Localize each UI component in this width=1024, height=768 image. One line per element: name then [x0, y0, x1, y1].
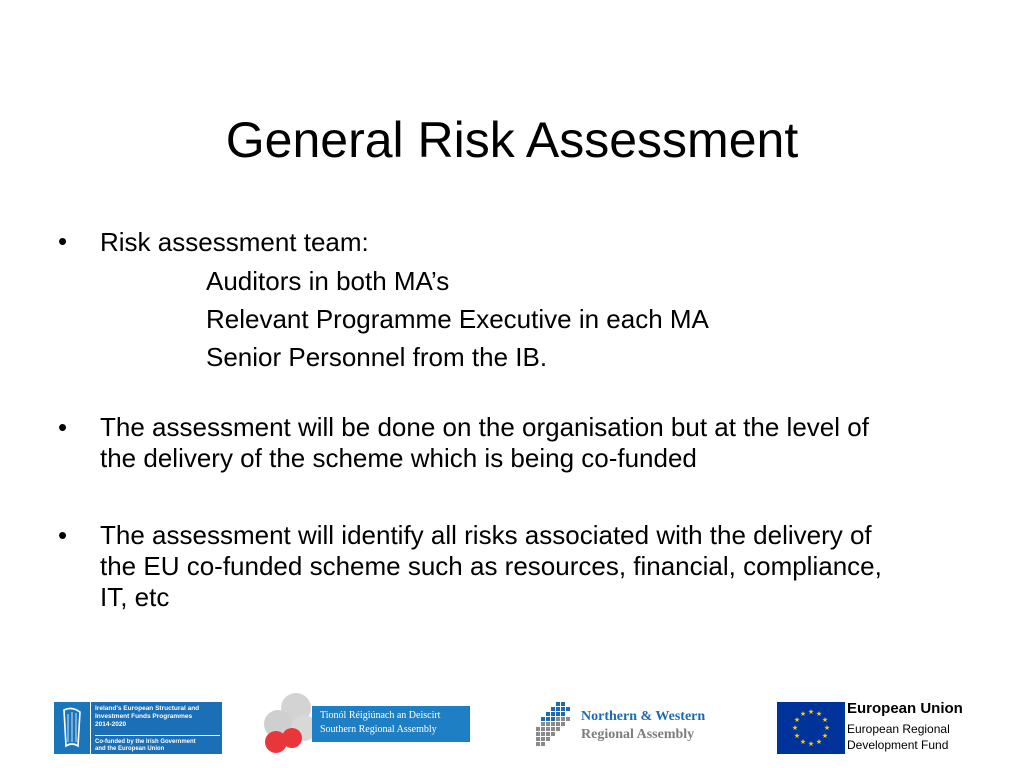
ireland-line-5: and the European Union	[95, 746, 165, 752]
bullet-line: The assessment will be done on the organisation but at the level of	[100, 412, 869, 442]
sub-item-auditors: Auditors in both MA’s	[206, 266, 450, 296]
nw-name-line-1: Northern & Western	[581, 709, 706, 724]
ireland-line-3: 2014-2020	[95, 721, 127, 728]
eu-heading: European Union	[847, 700, 963, 717]
slide-body	[58, 226, 978, 613]
svg-text:★: ★	[793, 732, 801, 740]
svg-text:★: ★	[807, 740, 815, 748]
southern-line-irish: Tionól Réigiúnach an Deiscirt	[320, 710, 441, 721]
bullet-assessment-level	[58, 412, 978, 474]
svg-text:★: ★	[807, 708, 815, 716]
svg-text:★: ★	[815, 738, 823, 746]
southern-line-english: Southern Regional Assembly	[320, 724, 437, 735]
eu-fund-line-1: European Regional	[847, 722, 950, 736]
ireland-line-4: Co-funded by the Irish Government	[95, 739, 196, 745]
svg-text:★: ★	[799, 738, 807, 746]
nw-name-line-2: Regional Assembly	[581, 727, 695, 742]
ireland-cofunded-text	[95, 739, 220, 753]
svg-text:★: ★	[821, 716, 829, 724]
ireland-logo-text	[95, 705, 220, 729]
southern-regional-assembly-logo	[262, 690, 470, 756]
bullet-line: IT, etc	[100, 582, 170, 612]
svg-text:★: ★	[799, 710, 807, 718]
eu-fund-line-2: Development Fund	[847, 738, 949, 752]
bullet-line: The assessment will identify all risks associated with the delivery of	[100, 520, 872, 550]
nw-map-icon	[534, 700, 578, 752]
bullet-risk-team	[58, 226, 978, 376]
ireland-esif-logo	[54, 702, 222, 754]
slide-title: General Risk Assessment	[225, 112, 799, 168]
sub-item-programme-executive: Relevant Programme Executive in each MA	[206, 304, 709, 334]
svg-text:★: ★	[815, 710, 823, 718]
logo-strip	[0, 690, 1024, 760]
bullet-marker: •	[58, 412, 68, 442]
svg-text:★: ★	[821, 732, 829, 740]
eu-erdf-logo	[777, 700, 977, 756]
sub-item-senior-personnel: Senior Personnel from the IB.	[206, 342, 548, 372]
bullet-line: the delivery of the scheme which is being co-funded	[100, 443, 697, 473]
svg-text:★: ★	[823, 724, 831, 732]
svg-text:★: ★	[791, 724, 799, 732]
bullet-marker: •	[58, 520, 68, 550]
bullet-marker: •	[58, 226, 68, 256]
svg-text:★: ★	[793, 716, 801, 724]
eu-flag-icon	[777, 702, 845, 754]
bullet-text: Risk assessment team:	[100, 227, 369, 257]
ireland-line-1: Ireland’s European Structural and	[95, 705, 200, 712]
ireland-divider	[95, 735, 220, 736]
southern-logo-text	[320, 709, 470, 737]
northern-western-assembly-logo	[534, 700, 740, 752]
ireland-line-2: Investment Funds Programmes	[95, 713, 193, 720]
bullet-line: the EU co-funded scheme such as resources, financial, compliance,	[100, 551, 882, 581]
harp-icon	[54, 702, 91, 754]
bullet-assessment-risks	[58, 520, 978, 613]
